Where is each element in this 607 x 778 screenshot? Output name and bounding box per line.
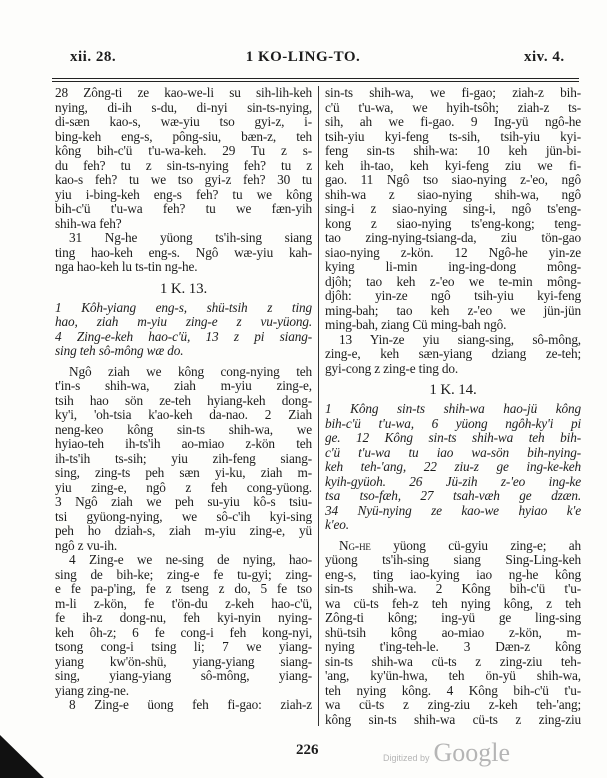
text-line: du feh? tu z sin-ts-nying feh? tu z (55, 157, 312, 173)
text-line: peh ho dziah-s, ziah m-yiu zing-e, yü (55, 523, 312, 538)
lead-word: Ng-he (339, 537, 371, 553)
text-line: shü-tsih kông ao-miao z-kön, m- (325, 624, 581, 640)
text-line: shih-wa feh? (55, 215, 122, 231)
text-line: djôh: yin-ze ngô tsih-yiu kyi-feng (325, 288, 581, 303)
text-line: 1 Kông sin-ts shih-wa hao-jü kông (325, 401, 581, 416)
right-column (325, 86, 581, 727)
watermark-brand: Google (433, 738, 511, 767)
page-corner-fold (0, 735, 44, 778)
paragraph (325, 333, 581, 377)
text-line: tsi gyüong-nying, we sô-c'ih kyi-sing (55, 508, 312, 524)
text-line: yiu i-bing-keh eng-s feh? tu we kông (55, 186, 312, 202)
running-head-left: xii. 28. (70, 49, 117, 65)
text-line: gyi-cong z zing-e ting do. (325, 360, 459, 376)
paragraph (55, 231, 312, 275)
text-line: keh teh-'ang, 22 ziu-z ge ing-ke-keh (325, 459, 581, 474)
text-line: zing-e, keh sæn-yiang dziang ze-teh; (325, 346, 581, 361)
text-line: shih-wa z siao-nying shih-wa, ngô (325, 186, 581, 202)
text-line: siao-nying z-kön. 12 Ngô-he yin-ze (325, 244, 581, 260)
text-line: sin-ts shih-wa cü-ts z zing-ziu teh- (325, 653, 581, 669)
text-line: tsa tso-fæh, 27 tsah-væh ge dzæn. (325, 488, 581, 503)
text-line: hao, ziah m-yiu zing-e z vu-yüong. (55, 314, 312, 329)
text-line: keh ih-tao, keh kyi-feng ziu we fi- (325, 157, 581, 173)
text-line: nying t'ing-teh-le. 3 Dæn-z kông (325, 639, 581, 654)
text-line: yüong ts'ih-sing siang Sing-Ling-keh (325, 552, 581, 567)
paragraph (55, 86, 312, 231)
text-line: 31 Ng-he yüong ts'ih-sing siang (69, 230, 312, 245)
text-line: keh ôh-z; 6 fe cong-i feh kong-nyi, (55, 624, 312, 640)
text-line: hyiao-teh ih-ts'ih ao-miao z-kön teh (55, 436, 312, 451)
text-line: 4 Zing-e we ne-sing de nying, hao- (69, 552, 312, 567)
text-line: ming-bah, ziang Cü ming-bah ngô. (325, 317, 507, 332)
text-line: tsong cong-i tsing li; 7 we yiang- (55, 639, 312, 654)
text-line: sing teh sô-mông wæ do. (55, 343, 184, 358)
text-line: neng-keo kông sin-ts shih-wa, we (55, 421, 312, 437)
paragraph (55, 698, 312, 713)
text-line: sing-i z siao-nying sing-i, ngô ts'eng- (325, 201, 581, 216)
text-line: ky'i, 'oh-tsia k'ao-keh da-nao. 2 Ziah (55, 407, 312, 422)
text-line: k'eo. (325, 517, 349, 532)
text-line: sing, zing-ts peh sæn yi-ku, ziah m- (55, 465, 312, 480)
text-line: yiang zing-ne. (55, 682, 129, 698)
text-line: eng-s, ting iao-kying iao ng-he kông (325, 566, 581, 582)
text-line: tsih hao sön ze-teh hyiang-keh dong- (55, 392, 312, 408)
text-line: bih-c'ü t'u-wa, 6 yüong ngôh-ky'i pi (325, 415, 581, 431)
text-line: 8 Zing-e üong feh fi-gao: ziah-z (69, 697, 312, 712)
text-line: Zông-ti kông; ing-yü ge ling-sing (325, 610, 581, 625)
text-line: sin-ts shih-wa, we fi-gao; ziah-z bih- (325, 85, 581, 100)
paragraph (55, 365, 312, 554)
text-line: c'ü t'u-wa, we hyih-tsôh; ziah-z ts- (325, 99, 581, 115)
text-line: 4 Zing-e-keh hao-c'ü, 13 z pi siang- (55, 328, 312, 344)
text-line: 'ang, ky'ün-hwa, teh ön-yü shih-wa, (325, 668, 581, 683)
text-line: m-li z-kön, fe t'ön-du z-keh hao-c'ü, (55, 595, 312, 611)
text-line (325, 539, 581, 554)
column-divider (318, 86, 319, 726)
chapter-summary (55, 301, 312, 359)
text-line: sin-ts shih-wa. 2 Kông bih-c'ü t'u- (325, 581, 581, 596)
text-line: nying, di-ih s-du, di-nyi sin-ts-nying, (55, 99, 312, 115)
text-line: ming-bah; tao keh z-'eo we jün-jün (325, 302, 581, 318)
google-watermark (383, 738, 510, 768)
text-line: kông bih-c'ü t'u-wa-keh. 29 Tu z s- (55, 143, 312, 158)
text-line: bing-keh eng-s, pông-siu, bæn-z, teh (55, 128, 312, 144)
text-line: djôh; tao keh z-'eo we te-min mông- (325, 273, 581, 289)
text-line: bih-c'ü t'u-wa feh? tu we fæn-yih (55, 201, 312, 216)
text-line: yiang kw'ön-shü, yiang-yiang siang- (55, 653, 312, 669)
text-line: Ngô ziah we kông cong-nying teh (69, 363, 312, 379)
paragraph (325, 86, 581, 333)
text-line: tsih-yiu kyi-feng ts-sih, tsih-yiu kyi- (325, 128, 581, 144)
text-line: sing de bih-ke; zing-e fe tu-gyi; zing- (55, 566, 312, 582)
text-line: sing, yiang-yiang sô-mông, yiang- (55, 668, 312, 683)
text-line: feng sin-ts shih-wa: 10 keh jün-bi- (325, 143, 581, 158)
text-line: di-sæn kao-s, wæ-yiu tso gyi-z, i- (55, 114, 312, 129)
left-column (55, 86, 312, 713)
text-line: 3 Ngô ziah we peh su-yiu kô-s tsiu- (55, 494, 312, 509)
text-line: tao zing-nying-tsiang-da, ziu tön-gao (325, 230, 581, 245)
paragraph (325, 539, 581, 728)
text-line: c'ü t'u-wa tu iao wa-sön bih-nying- (325, 444, 581, 460)
header-rule (52, 78, 579, 79)
text-line: ting hao-keh eng-s. Ngô wæ-yiu kah- (55, 244, 312, 260)
text-line: e fe pa-p'ing, fe z tseng z do, 5 fe tso (55, 581, 312, 596)
text-line: gao. 11 Ngô tso siao-nying z-'eo, ngô (325, 172, 581, 187)
running-head-right: xiv. 4. (524, 49, 565, 65)
text-line: 1 Kôh-yiang eng-s, shü-tsih z ting (55, 299, 312, 315)
line-text: yüong cü-gyiu zing-e; ah (370, 537, 581, 553)
text-line: nga hao-keh lu ts-tin ng-he. (55, 259, 198, 274)
header-rule-thin (52, 81, 579, 82)
text-line: 28 Zông-ti ze kao-we-li su sih-lih-keh (55, 85, 312, 100)
text-line: t'in-s shih-wa, ziah m-yiu zing-e, (55, 378, 312, 393)
text-line: kao-s feh? tu we tso gyi-z feh? 30 tu (55, 172, 312, 187)
text-line: sih, ah we fi-gao. 9 Ing-yü ngô-he (325, 114, 581, 129)
watermark-prefix: Digitized by (383, 753, 430, 763)
text-line: yiu zing-e, ngô z feh cong-yüong. (55, 479, 312, 495)
text-line: kông sin-ts shih-wa cü-ts z zing-ziu (325, 711, 581, 727)
text-line: 1 K. 14. (429, 382, 477, 398)
text-line: ge. 12 Kông sin-ts shih-wa teh bih- (325, 430, 581, 445)
text-line: kong z siao-nying ts'eng-kong; teng- (325, 215, 581, 231)
text-line: wa cü-ts z zing-ziu z-keh teh-'ang; (325, 697, 581, 712)
page-number: 226 (296, 742, 319, 758)
section-heading (55, 281, 312, 298)
running-head-title: 1 KO-LING-TO. (245, 49, 361, 65)
text-line: kying li-min ing-ing-dong mông- (325, 259, 581, 274)
text-line: ih-ts'ih ts-sih; yiu zih-feng siang- (55, 450, 312, 466)
text-line: ngô z vu-ih. (55, 537, 118, 553)
text-line: 1 K. 13. (159, 280, 208, 297)
paragraph (55, 553, 312, 698)
section-heading (325, 382, 581, 399)
text-line: kyih-gyüoh. 26 Jü-zih z-'eo ing-ke (325, 473, 581, 489)
text-line: wa cü-ts feh-z teh nying kông, z teh (325, 595, 581, 611)
text-line: 34 Nyü-nying ze kao-we hyiao k'e (325, 502, 581, 518)
text-line: fe ih-z dong-nu, feh kyi-nyin nying- (55, 610, 312, 625)
chapter-summary (325, 402, 581, 533)
text-line: 13 Yin-ze yiu siang-sing, sô-mông, (339, 331, 581, 347)
text-line: teh nying kông. 4 Kông bih-c'ü t'u- (325, 682, 581, 698)
